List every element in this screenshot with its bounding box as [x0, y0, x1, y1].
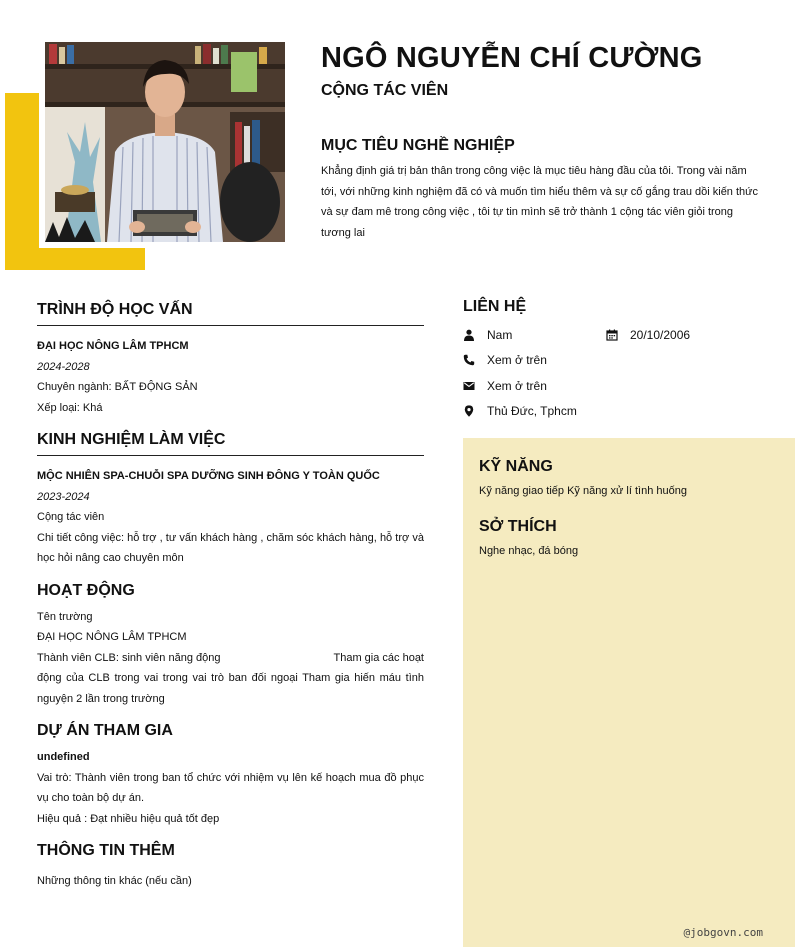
- projects-heading: DỰ ÁN THAM GIA: [37, 722, 173, 739]
- activities-member-row: [37, 648, 424, 669]
- hobbies-heading: SỞ THÍCH: [479, 518, 557, 535]
- contact-email: Xem ở trên: [487, 378, 547, 393]
- experience-period: 2023-2024: [37, 490, 90, 503]
- contact-address: Thủ Đức, Tphcm: [487, 404, 577, 419]
- candidate-name: NGÔ NGUYỄN CHÍ CƯỜNG: [321, 42, 703, 74]
- activities-school: ĐẠI HỌC NÔNG LÂM TPHCM: [37, 631, 187, 643]
- contact-gender: Nam: [487, 327, 513, 342]
- education-rank: Xếp loại: Khá: [37, 401, 103, 414]
- contact-birthday: 20/10/2006: [630, 327, 691, 342]
- contact-section: [463, 296, 793, 424]
- skills-heading: KỸ NĂNG: [479, 458, 553, 475]
- person-icon: [463, 329, 475, 341]
- left-column: [37, 298, 424, 892]
- candidate-role: CỘNG TÁC VIÊN: [321, 82, 449, 99]
- experience-position: Cộng tác viên: [37, 511, 105, 523]
- experience-details: Chi tiết công việc: hỗ trợ , tư vấn khách hàng , chăm sóc khách hàng, hỗ trợ và học hỏi nâng cao chuyên môn: [37, 531, 424, 564]
- activities-school-label: Tên trường: [37, 610, 93, 623]
- contact-row-gender-birthday: [463, 322, 793, 348]
- calendar-icon: [606, 329, 618, 341]
- contact-row-phone: [463, 348, 793, 374]
- contact-phone: Xem ở trên: [487, 353, 547, 368]
- objective-text: Khẳng định giá trị bản thân trong công việc là mục tiêu hàng đầu của tôi. Trong vài năm tới, với những kinh nghiệm đã có và muốn tìm hiểu thêm và sự cố gắng trau dồi kiến thức và sự đam mê trong công việc , tôi tự tin mình sẽ trở thành 1 cộng tác viên giỏi trong tương lai: [321, 165, 759, 240]
- skills-text: Kỹ năng giao tiếp Kỹ năng xử lí tình huống: [479, 485, 687, 497]
- watermark: @jobgovn.com: [683, 926, 763, 939]
- education-heading: TRÌNH ĐỘ HỌC VẤN: [37, 298, 424, 326]
- phone-icon: [463, 354, 475, 366]
- accent-bar-horizontal: [5, 248, 145, 270]
- experience-company: MỘC NHIÊN SPA-CHUỖI SPA DƯỠNG SINH ĐÔNG Y TOÀN QUỐC: [37, 470, 380, 482]
- mail-icon: [463, 380, 475, 392]
- activities-participate: Tham gia các hoạt: [333, 651, 424, 664]
- skills-hobbies-panel: [463, 438, 795, 947]
- extra-heading: THÔNG TIN THÊM: [37, 842, 175, 859]
- activities-description: động của CLB trong vai trong vai trò ban đối ngoại Tham gia hiến máu tình nguyện 2 lần trong trường: [37, 672, 424, 705]
- project-role: Vai trò: Thành viên trong ban tổ chức với nhiệm vụ lên kế hoạch mua đồ phục vụ cho toàn bộ dự án.: [37, 771, 424, 804]
- activities-heading: HOẠT ĐỘNG: [37, 581, 135, 599]
- education-major: Chuyên ngành: BẤT ĐỘNG SẢN: [37, 381, 198, 393]
- accent-bar-vertical: [5, 93, 39, 270]
- experience-heading: KINH NGHIỆM LÀM VIỆC: [37, 428, 424, 456]
- profile-photo: [45, 42, 285, 242]
- project-result: Hiệu quả : Đạt nhiều hiệu quả tốt đẹp: [37, 812, 220, 825]
- extra-text: Những thông tin khác (nếu cần): [37, 875, 192, 887]
- education-school: ĐẠI HỌC NÔNG LÂM TPHCM: [37, 340, 189, 352]
- location-pin-icon: [463, 405, 475, 417]
- activities-member: Thành viên CLB: sinh viên năng động: [37, 651, 221, 664]
- project-name: undefined: [37, 751, 90, 763]
- education-period: 2024-2028: [37, 360, 90, 373]
- hobbies-text: Nghe nhạc, đá bóng: [479, 545, 579, 557]
- contact-heading: LIÊN HỆ: [463, 298, 527, 315]
- contact-row-email: [463, 373, 793, 399]
- objective-heading: MỤC TIÊU NGHỀ NGHIỆP: [321, 137, 515, 154]
- contact-row-address: [463, 399, 793, 425]
